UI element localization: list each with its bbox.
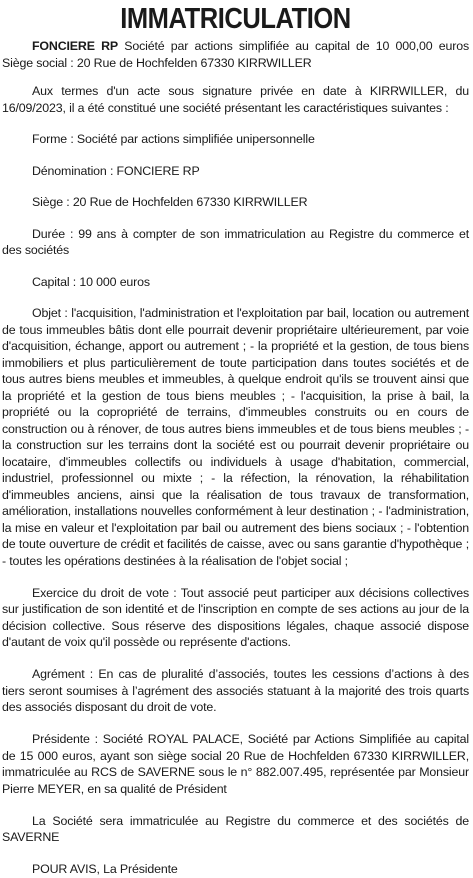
- duree-paragraph: Durée : 99 ans à compter de son immatriculation au Registre du commerce et des sociétés: [2, 226, 469, 257]
- denomination-paragraph: Dénomination : FONCIERE RP: [32, 163, 200, 178]
- objet-paragraph: Objet : l'acquisition, l'administration et l'exploitation par bail, location ou autrement de tous immeubles bâtis dont elle pourrait devenir propriétaire ultérieurement, par voie d'acquisition, échange, apport ou autrement ; - la propriété et la gestion, de tous biens immobiliers et plus particulièrement de toute participation dans toutes sociétés et de tous autres biens meubles et immeubles, à quelque endroit qu'ils se trouvent ainsi que la propriété et la gestion de tous biens meubles ; - l'acquisition, la prise à bail, la propriété ou la copropriété de terrains, d'immeubles construits ou en cours de construction ou à rénover, de tous autres biens immeubles et de tous biens meubles ; - la construction sur les terrains dont la société est ou pourrait devenir propriétaire ou locataire, d'immeubles collectifs ou individuels à usage d'habitation, commercial, industriel, professionnel ou mixte ; - la réfection, la rénovation, la réhabilitation d'immeubles anciens, ainsi que la réalisation de tous travaux de transformation, amélioration, installations nouvelles conformément à leur destination ; - l'administration, la mise en valeur et l'exploitation par bail ou autrement des biens sociaux ; - l'obtention de toute ouverture de crédit et facilités de caisse, avec ou sans garantie d'hypothèque ; - toutes les opérations destinées à la réalisation de l'objet social ;: [2, 306, 469, 568]
- intro-text: Société par actions simplifiée au capital de 10 000,00 euros Siège social : 20 Rue de Hochfelden 67330 KIRRWILLER: [2, 39, 469, 70]
- company-name: FONCIERE RP: [32, 39, 118, 53]
- intro-paragraph: [2, 38, 469, 71]
- siege-paragraph: Siège : 20 Rue de Hochfelden 67330 KIRRWILLER: [32, 195, 308, 209]
- agrement-paragraph: Agrément : En cas de pluralité d’associés, toutes les cessions d’actions à des tiers seront soumises à l’agrément des associés statuant à la majorité des trois quarts des associés disposant du droit de vote.: [2, 667, 469, 714]
- forme-paragraph: Forme : Société par actions simplifiée unipersonnelle: [32, 132, 315, 146]
- capital-paragraph: Capital : 10 000 euros: [32, 274, 150, 289]
- signature-line: POUR AVIS, La Présidente: [32, 862, 178, 876]
- acte-paragraph: Aux termes d'un acte sous signature privée en date à KIRRWILLER, du 16/09/2023, il a été constitué une société présentant les caractéristiques suivantes :: [2, 84, 469, 115]
- notice-title: IMMATRICULATION: [120, 3, 351, 35]
- vote-paragraph: Exercice du droit de vote : Tout associé peut participer aux décisions collectives sur justification de son identité et de l'inscription en compte de ses actions au jour de la décision collective. Sous réserve des dispositions légales, chaque associé dispose d'autant de voix qu'il possède ou représente d'actions.: [2, 585, 469, 649]
- president-paragraph: Présidente : Société ROYAL PALACE, Société par Actions Simplifiée au capital de 15 000 euros, ayant son siège social 20 Rue de Hochfelden 67330 KIRRWILLER, immatriculée au RCS de SAVERNE sous le n° 882.007.495, représentée par Monsieur Pierre MEYER, en sa qualité de Président: [2, 732, 469, 796]
- rcs-paragraph: La Société sera immatriculée au Registre du commerce et des sociétés de SAVERNE: [2, 813, 469, 844]
